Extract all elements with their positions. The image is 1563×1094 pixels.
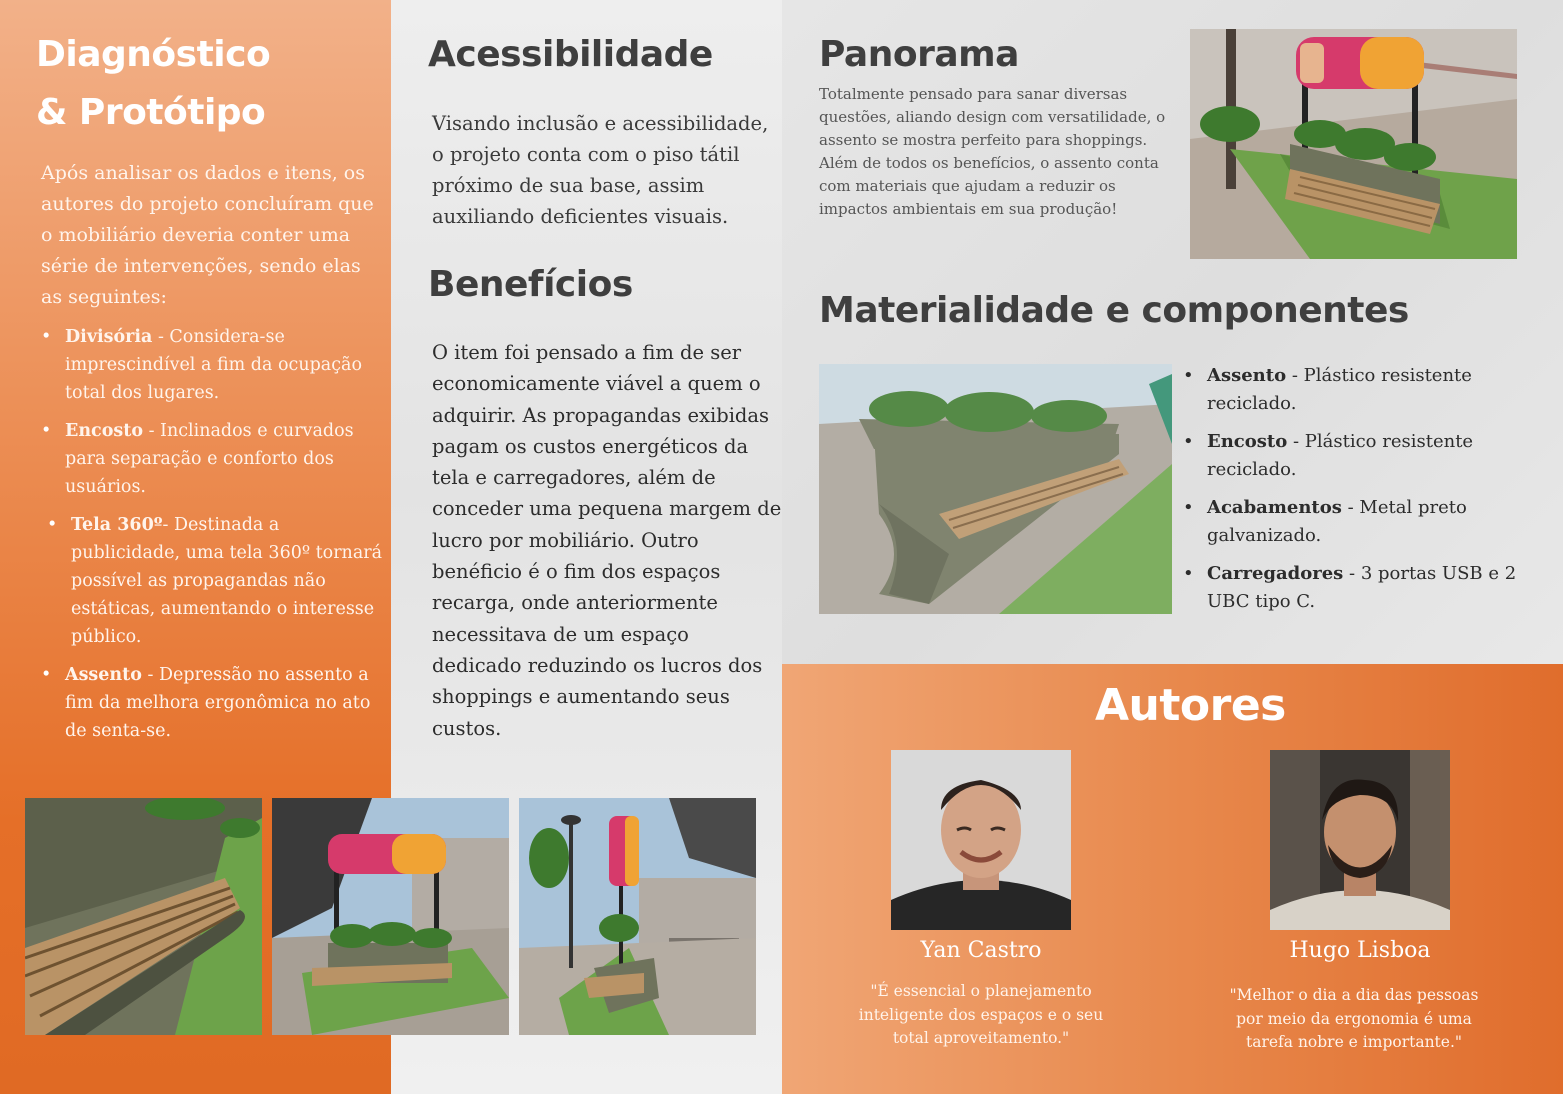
- item-term: Acabamentos: [1207, 497, 1342, 518]
- materials-render-image: [819, 364, 1172, 614]
- list-item: [1183, 494, 1523, 550]
- author-quote-yan: "É essencial o planejamento inteligente dos espaços e o seu total aproveitamento.": [858, 982, 1104, 1047]
- beneficios-text: O item foi pensado a fim de ser economicamente viável a quem o adquirir. As propagandas exibidas pagam os custos energéticos da tela e carregadores, além de conceder uma pequena margem de lucro por mobiliário. Outro benéficio é o fim dos espaços recarga, onde anteriormente necessitava de um espaço dedicado reduzindo os lucros dos shoppings e aumentando seus custos.: [432, 341, 782, 740]
- section-title-diagnostico: Diagnóstico: [36, 34, 271, 75]
- list-item: [47, 511, 386, 651]
- list-item: [41, 323, 386, 407]
- bench-front-image: [272, 798, 509, 1035]
- list-item: [41, 661, 386, 745]
- list-item: [1183, 362, 1523, 418]
- item-text: - Plástico resistente reciclado.: [1207, 431, 1474, 480]
- item-term: Encosto: [1207, 431, 1288, 452]
- list-item: [1183, 560, 1523, 616]
- item-term: Tela 360º: [71, 515, 163, 535]
- author-quote-hugo: "Melhor o dia a dia das pessoas por meio da ergonomia é uma tarefa nobre e importante.": [1229, 986, 1479, 1051]
- section-title-materialidade: Materialidade e componentes: [819, 290, 1409, 331]
- list-item: [1183, 428, 1523, 484]
- section-title-prototipo: & Protótipo: [36, 92, 266, 133]
- author-photo-hugo: [1270, 750, 1450, 930]
- diagnostico-intro: Após analisar os dados e itens, os autores do projeto concluíram que o mobiliário deveria conter uma série de intervenções, sendo elas as seguintes:: [41, 162, 374, 308]
- intervention-list: [41, 323, 386, 755]
- item-term: Encosto: [65, 421, 143, 441]
- author-photo-yan: [891, 750, 1071, 930]
- item-text: - Considera-se imprescindível a fim da ocupação total dos lugares.: [65, 327, 363, 403]
- item-text: - Depressão no assento a fim da melhora ergonômica no ato de senta-se.: [65, 665, 371, 741]
- section-title-beneficios: Benefícios: [428, 264, 633, 305]
- item-text: - Destinada a publicidade, uma tela 360º tornará possível as propagandas não estáticas, aumentando o interesse público.: [71, 515, 383, 647]
- bench-side-image: [519, 798, 756, 1035]
- author-name-hugo: Hugo Lisboa: [1289, 938, 1431, 963]
- list-item: [41, 417, 386, 501]
- item-term: Divisória: [65, 327, 153, 347]
- author-name-yan: Yan Castro: [920, 938, 1042, 963]
- item-text: - 3 portas USB e 2 UBC tipo C.: [1207, 563, 1517, 612]
- item-text: - Metal preto galvanizado.: [1207, 497, 1467, 546]
- panorama-render-image: [1190, 29, 1517, 259]
- section-title-autores: Autores: [1095, 680, 1286, 731]
- item-text: - Plástico resistente reciclado.: [1207, 365, 1472, 414]
- seat-closeup-image: [25, 798, 262, 1035]
- materials-list: [1183, 362, 1523, 626]
- section-title-panorama: Panorama: [819, 34, 1019, 75]
- panorama-text: Totalmente pensado para sanar diversas questões, aliando design com versatilidade, o assento se mostra perfeito para shoppings. Além de todos os benefícios, o assento conta com materiais que ajudam a reduzir os impactos ambientais em sua produção!: [819, 85, 1166, 218]
- item-term: Carregadores: [1207, 563, 1344, 584]
- item-term: Assento: [1207, 365, 1287, 386]
- acessibilidade-text: Visando inclusão e acessibilidade, o projeto conta com o piso tátil próximo de sua base, assim auxiliando deficientes visuais.: [432, 112, 769, 228]
- item-text: - Inclinados e curvados para separação e conforto dos usuários.: [65, 421, 354, 497]
- section-title-acessibilidade: Acessibilidade: [428, 34, 713, 75]
- item-term: Assento: [65, 665, 142, 685]
